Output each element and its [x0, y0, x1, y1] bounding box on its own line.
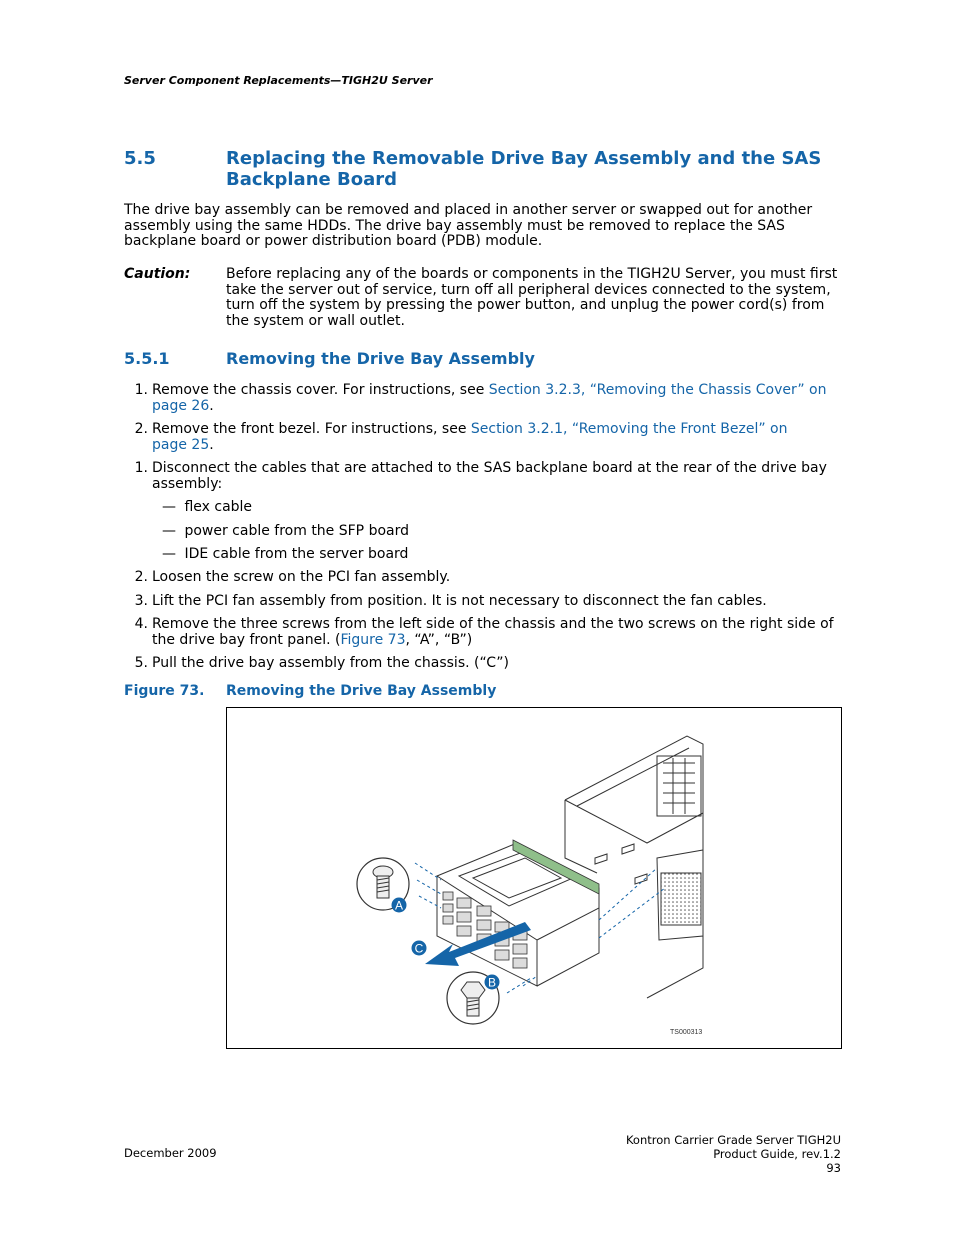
step-text-pre: Remove the chassis cover. For instructions, see — [152, 382, 489, 398]
intro-paragraph — [124, 203, 812, 250]
list-item — [124, 382, 844, 416]
step-text: Loosen the screw on the PCI fan assembly. — [152, 569, 451, 585]
drive-bay-side — [537, 908, 599, 986]
chassis-front-edge — [565, 800, 597, 873]
cable-label: power cable from the SFP board — [184, 523, 410, 539]
caution-line: take the server out of service, turn off all peripheral devices connected to the system, — [226, 281, 831, 298]
intro-line: The drive bay assembly can be removed and placed in another server or swapped out for another — [124, 202, 813, 218]
cable-item: — IDE cable from the server board — [162, 546, 409, 562]
list-item — [124, 460, 844, 494]
chassis-cover-link[interactable]: Section 3.2.3, “Removing the Chassis Cover” on — [488, 382, 827, 398]
section-title-line: Backplane Board — [226, 169, 397, 190]
callout-a — [392, 898, 407, 913]
footer-guide: Product Guide, rev.1.2 — [713, 1147, 841, 1161]
section-number: 5.5 — [124, 148, 156, 169]
step-text: Pull the drive bay assembly from the chassis. (“C”) — [152, 655, 509, 671]
step-number: 1. — [134, 460, 148, 476]
chassis-top-edge — [565, 800, 703, 843]
step-text-post: , “A”, “B”) — [405, 632, 473, 648]
subsection-number: 5.5.1 — [124, 349, 170, 368]
front-bezel-link[interactable]: Section 3.2.1, “Removing the Front Bezel” on — [470, 421, 788, 437]
list-item — [124, 569, 844, 587]
figure-code: TS000313 — [670, 1029, 703, 1036]
figure-title: Removing the Drive Bay Assembly — [226, 683, 497, 699]
cable-label: flex cable — [184, 499, 253, 515]
callout-c-label: C — [414, 941, 424, 956]
page-link[interactable]: page 26 — [152, 398, 210, 414]
step-line: Remove the three screws from the left side of the chassis and the two screws on the right side of — [152, 616, 834, 632]
step-text-pre: the drive bay front panel. ( — [152, 632, 341, 648]
list-item — [124, 593, 844, 611]
drive-bay-illustration — [227, 708, 841, 1048]
step-text: Lift the PCI fan assembly from position. It is not necessary to disconnect the fan cables. — [152, 593, 767, 609]
caution-text — [226, 267, 837, 329]
cable-label: IDE cable from the server board — [184, 546, 409, 562]
list-item — [124, 655, 844, 673]
step-text-pre: Remove the front bezel. For instructions, see — [152, 421, 471, 437]
page-link[interactable]: page 25 — [152, 437, 210, 453]
intro-line: assembly using the same HDDs. The drive bay assembly must be removed to replace the SAS — [124, 217, 785, 234]
psu-mesh — [661, 873, 701, 925]
caution-label: Caution: — [124, 266, 191, 282]
section-title — [226, 148, 821, 190]
step-number: 5. — [134, 655, 148, 671]
step-text-post: . — [209, 398, 214, 414]
step-text-post: . — [209, 437, 214, 453]
step-text — [152, 421, 842, 453]
step-text — [152, 616, 842, 648]
step-number: 3. — [134, 593, 148, 609]
step-number: 1. — [134, 382, 148, 398]
figure-number: Figure 73. — [124, 683, 205, 699]
running-header: Server Component Replacements—TIGH2U Server — [124, 74, 433, 87]
cable-item: — power cable from the SFP board — [162, 523, 410, 539]
callout-c — [412, 941, 427, 956]
cable-item: — flex cable — [162, 499, 253, 515]
intro-line: backplane board or power distribution board (PDB) module. — [124, 233, 543, 250]
list-item — [124, 421, 844, 455]
step-text — [152, 460, 842, 492]
figure-box — [226, 707, 842, 1049]
section-title-line: Replacing the Removable Drive Bay Assembly and the SAS — [226, 148, 822, 169]
footer-date: December 2009 — [124, 1146, 217, 1160]
chassis-outline — [565, 736, 703, 998]
callout-b-label: B — [487, 975, 497, 990]
figure-link[interactable]: Figure 73 — [340, 632, 406, 648]
list-item — [124, 616, 844, 650]
chassis-grille — [657, 756, 701, 816]
step-text — [152, 382, 842, 414]
subsection-title: Removing the Drive Bay Assembly — [226, 349, 535, 368]
step-number: 2. — [134, 421, 148, 437]
callout-a-label: A — [394, 898, 404, 913]
step-line: assembly: — [152, 476, 223, 492]
step-line: Disconnect the cables that are attached to the SAS backplane board at the rear of the drive bay — [152, 460, 827, 476]
figure-caption — [124, 683, 497, 699]
footer-product-info — [626, 1133, 841, 1175]
caution-line: the system or wall outlet. — [226, 312, 405, 329]
caution-line: Before replacing any of the boards or components in the TIGH2U Server, you must first — [226, 266, 838, 282]
footer-product: Kontron Carrier Grade Server TIGH2U — [625, 1133, 841, 1147]
page-number: 93 — [826, 1161, 841, 1175]
step-line — [152, 632, 842, 648]
caution-line: turn off the system by pressing the power button, and unplug the power cord(s) from — [226, 297, 825, 314]
callout-b — [485, 975, 500, 990]
step-number: 4. — [134, 616, 148, 632]
step-number: 2. — [134, 569, 148, 585]
